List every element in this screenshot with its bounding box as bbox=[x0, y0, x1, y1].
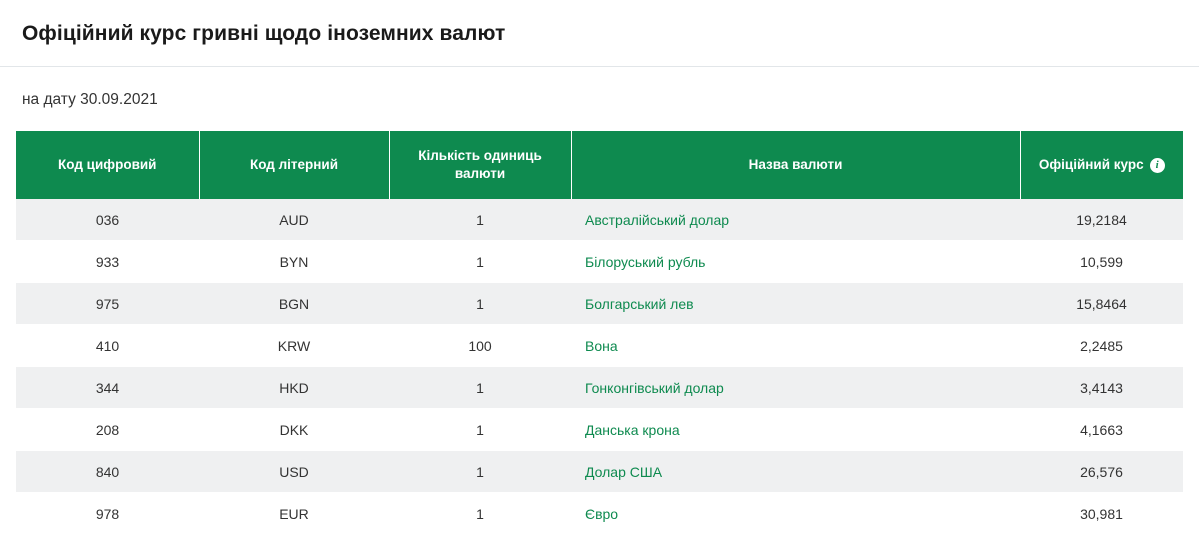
cell-currency-name: Болгарський лев bbox=[571, 283, 1020, 325]
cell-official-rate: 19,2184 bbox=[1020, 199, 1183, 241]
cell-units: 100 bbox=[389, 325, 571, 367]
column-header-official-rate-label: Офіційний курс bbox=[1038, 156, 1144, 172]
cell-numeric-code: 344 bbox=[16, 367, 199, 409]
table-row bbox=[16, 283, 1183, 325]
cell-currency-name: Вона bbox=[571, 325, 1020, 367]
cell-currency-name: Білоруський рубль bbox=[571, 241, 1020, 283]
table-header-row bbox=[16, 131, 1183, 199]
cell-currency-name: Долар США bbox=[571, 451, 1020, 493]
cell-numeric-code: 036 bbox=[16, 199, 199, 241]
cell-currency-name: Данська крона bbox=[571, 409, 1020, 451]
cell-alpha-code: BGN bbox=[199, 283, 389, 325]
rates-table-wrapper bbox=[0, 131, 1199, 535]
table-row bbox=[16, 241, 1183, 283]
table-row bbox=[16, 409, 1183, 451]
cell-numeric-code: 933 bbox=[16, 241, 199, 283]
rates-table-body bbox=[16, 199, 1183, 535]
column-header-alpha-code[interactable]: Код літерний bbox=[199, 131, 389, 199]
cell-numeric-code: 975 bbox=[16, 283, 199, 325]
table-row bbox=[16, 451, 1183, 493]
cell-units: 1 bbox=[389, 451, 571, 493]
cell-official-rate: 2,2485 bbox=[1020, 325, 1183, 367]
cell-alpha-code: KRW bbox=[199, 325, 389, 367]
cell-alpha-code: EUR bbox=[199, 493, 389, 535]
cell-numeric-code: 840 bbox=[16, 451, 199, 493]
table-row bbox=[16, 367, 1183, 409]
cell-alpha-code: DKK bbox=[199, 409, 389, 451]
column-header-units[interactable]: Кількість одиниць валюти bbox=[389, 131, 571, 199]
cell-units: 1 bbox=[389, 493, 571, 535]
rate-date-label: на дату 30.09.2021 bbox=[22, 91, 158, 108]
rates-table bbox=[16, 131, 1183, 535]
cell-official-rate: 15,8464 bbox=[1020, 283, 1183, 325]
column-header-official-rate[interactable] bbox=[1020, 131, 1183, 199]
table-row bbox=[16, 493, 1183, 535]
rates-table-header bbox=[16, 131, 1183, 199]
info-icon[interactable]: i bbox=[1150, 158, 1165, 173]
cell-currency-name: Євро bbox=[571, 493, 1020, 535]
cell-units: 1 bbox=[389, 199, 571, 241]
cell-alpha-code: HKD bbox=[199, 367, 389, 409]
cell-numeric-code: 410 bbox=[16, 325, 199, 367]
cell-alpha-code: BYN bbox=[199, 241, 389, 283]
table-row bbox=[16, 199, 1183, 241]
cell-currency-name: Гонконгівський долар bbox=[571, 367, 1020, 409]
cell-currency-name: Австралійський долар bbox=[571, 199, 1020, 241]
cell-numeric-code: 208 bbox=[16, 409, 199, 451]
cell-units: 1 bbox=[389, 241, 571, 283]
cell-official-rate: 4,1663 bbox=[1020, 409, 1183, 451]
cell-numeric-code: 978 bbox=[16, 493, 199, 535]
page-title: Офіційний курс гривні щодо іноземних валют bbox=[22, 22, 506, 45]
cell-alpha-code: USD bbox=[199, 451, 389, 493]
column-header-currency-name[interactable]: Назва валюти bbox=[571, 131, 1020, 199]
column-header-numeric-code[interactable]: Код цифровий bbox=[16, 131, 199, 199]
cell-official-rate: 3,4143 bbox=[1020, 367, 1183, 409]
cell-official-rate: 30,981 bbox=[1020, 493, 1183, 535]
cell-alpha-code: AUD bbox=[199, 199, 389, 241]
table-row bbox=[16, 325, 1183, 367]
cell-units: 1 bbox=[389, 367, 571, 409]
cell-units: 1 bbox=[389, 283, 571, 325]
cell-official-rate: 26,576 bbox=[1020, 451, 1183, 493]
cell-official-rate: 10,599 bbox=[1020, 241, 1183, 283]
cell-units: 1 bbox=[389, 409, 571, 451]
